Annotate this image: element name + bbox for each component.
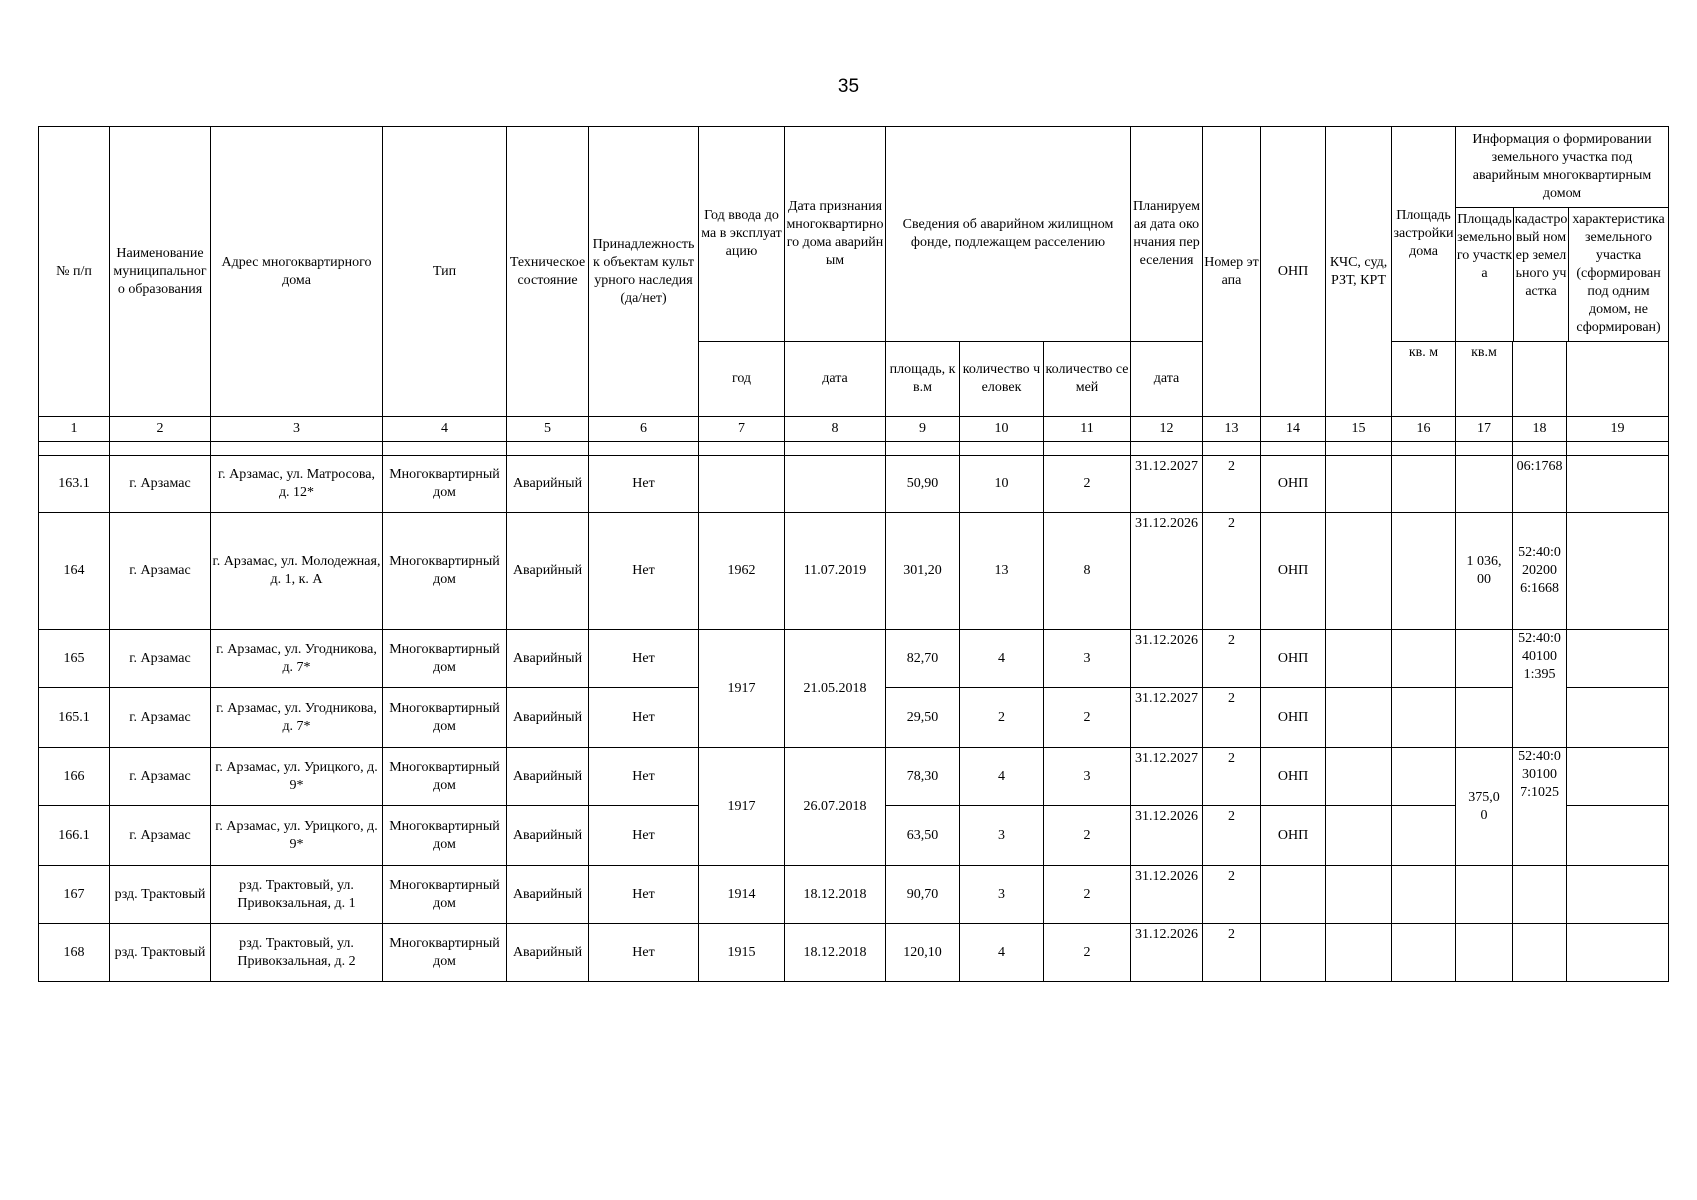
cell-area: 63,50 [886,806,960,866]
cell-kchs [1326,866,1392,924]
cell-no: 166.1 [39,806,110,866]
cell-area: 120,10 [886,924,960,982]
subheader-built-unit: кв. м [1392,342,1456,417]
cell-people: 10 [960,456,1044,513]
cell-families: 2 [1044,866,1131,924]
page-number: 35 [837,76,860,97]
cell-cadastral-merged: 52:40:0301007:1025 [1513,748,1567,866]
cell-kchs [1326,456,1392,513]
cell-land-area [1456,924,1513,982]
table-row [39,456,1669,513]
table-row [39,748,1669,806]
cell-state: Аварийный [507,806,589,866]
cell-no: 166 [39,748,110,806]
cell-state: Аварийный [507,630,589,688]
cell-kchs [1326,513,1392,630]
header-year-built: Год ввода дома в эксплуатацию [699,127,785,342]
column-number: 6 [589,417,699,442]
cell-kchs [1326,924,1392,982]
emergency-housing-table [38,126,1669,982]
cell-cadastral [1513,924,1567,982]
cell-year: 1915 [699,924,785,982]
cell-onp: ОНП [1261,806,1326,866]
cell-address: г. Арзамас, ул. Угодникова, д. 7* [211,688,383,748]
cell-no: 164 [39,513,110,630]
cell-type: Многоквартирный дом [383,748,507,806]
cell-address: г. Арзамас, ул. Угодникова, д. 7* [211,630,383,688]
cell-cadastral: 52:40:0202006:1668 [1513,513,1567,630]
column-number: 16 [1392,417,1456,442]
header-kchs: КЧС, суд, РЗТ, КРТ [1326,127,1392,417]
subheader-date: дата [785,342,886,417]
column-number: 18 [1513,417,1567,442]
subheader-people: количество человек [960,342,1044,417]
cell-planned: 31.12.2027 [1131,456,1203,513]
column-number: 9 [886,417,960,442]
table-row [39,866,1669,924]
cell-land-area [1456,688,1513,748]
cell-date-merged: 21.05.2018 [785,630,886,748]
cell-area: 301,20 [886,513,960,630]
column-number: 4 [383,417,507,442]
cell-land-char [1567,924,1669,982]
cell-families: 3 [1044,748,1131,806]
cell-address: рзд. Трактовый, ул. Привокзальная, д. 2 [211,924,383,982]
cell-onp [1261,866,1326,924]
cell-onp [1261,924,1326,982]
cell-built-area [1392,630,1456,688]
header-land-area: Площадь земельного участка [1456,208,1514,341]
cell-land-area [1456,630,1513,688]
cell-built-area [1392,513,1456,630]
subheader-cadastral-cont [1513,342,1567,417]
column-number: 1 [39,417,110,442]
cell-year: 1962 [699,513,785,630]
cell-people: 3 [960,806,1044,866]
subheader-planned-date: дата [1131,342,1203,417]
cell-onp: ОНП [1261,630,1326,688]
header-emergency-info: Сведения об аварийном жилищном фонде, подлежащем расселению [886,127,1131,342]
cell-type: Многоквартирный дом [383,924,507,982]
cell-planned: 31.12.2026 [1131,806,1203,866]
cell-municipality: г. Арзамас [110,513,211,630]
cell-heritage: Нет [589,924,699,982]
cell-address: рзд. Трактовый, ул. Привокзальная, д. 1 [211,866,383,924]
header-recognition-date: Дата признания многоквартирного дома аварийным [785,127,886,342]
header-land-char: характеристика земельного участка (сформирован под одним домом, не сформирован) [1572,212,1665,335]
cell-planned: 31.12.2026 [1131,924,1203,982]
cell-kchs [1326,630,1392,688]
cell-municipality: г. Арзамас [110,630,211,688]
cell-land-area [1456,456,1513,513]
cell-people: 4 [960,748,1044,806]
cell-heritage: Нет [589,630,699,688]
column-number: 12 [1131,417,1203,442]
cell-land-char [1567,688,1669,748]
cell-kchs [1326,748,1392,806]
cell-state: Аварийный [507,688,589,748]
table-row [39,513,1669,630]
cell-municipality: рзд. Трактовый [110,924,211,982]
column-number: 14 [1261,417,1326,442]
cell-no: 167 [39,866,110,924]
cell-municipality: г. Арзамас [110,688,211,748]
table-row [39,924,1669,982]
cell-type: Многоквартирный дом [383,806,507,866]
cell-cadastral-merged: 52:40:0401001:395 [1513,630,1567,748]
cell-municipality: г. Арзамас [110,456,211,513]
cell-land-char [1567,456,1669,513]
cell-type: Многоквартирный дом [383,688,507,748]
cell-people: 2 [960,688,1044,748]
cell-municipality: рзд. Трактовый [110,866,211,924]
header-heritage: Принадлежность к объектам культурного наследия (да/нет) [589,127,699,417]
cell-date: 11.07.2019 [785,513,886,630]
cell-year-merged: 1917 [699,630,785,748]
table-row [39,630,1669,688]
cell-stage: 2 [1203,866,1261,924]
cell-municipality: г. Арзамас [110,806,211,866]
subheader-land-unit: кв.м [1456,342,1513,417]
subheader-year: год [699,342,785,417]
cell-address: г. Арзамас, ул. Урицкого, д. 9* [211,806,383,866]
cell-type: Многоквартирный дом [383,866,507,924]
cell-planned: 31.12.2026 [1131,866,1203,924]
column-number: 10 [960,417,1044,442]
cell-land-area: 1 036,00 [1456,513,1513,630]
cell-heritage: Нет [589,866,699,924]
cell-families: 2 [1044,456,1131,513]
cell-families: 3 [1044,630,1131,688]
column-number: 7 [699,417,785,442]
cell-people: 4 [960,630,1044,688]
cell-land-char [1567,866,1669,924]
cell-address: г. Арзамас, ул. Урицкого, д. 9* [211,748,383,806]
header-no: № п/п [39,127,110,417]
cell-state: Аварийный [507,866,589,924]
cell-state: Аварийный [507,513,589,630]
cell-municipality: г. Арзамас [110,748,211,806]
cell-land-area-merged: 375,00 [1456,748,1513,866]
header-planned-date: Планируемая дата окончания переселения [1131,127,1203,342]
header-type: Тип [383,127,507,417]
cell-built-area [1392,806,1456,866]
header-built-area: Площадь застройки дома [1392,127,1456,342]
cell-people: 4 [960,924,1044,982]
header-onp: ОНП [1261,127,1326,417]
cell-cadastral [1513,866,1567,924]
cell-state: Аварийный [507,456,589,513]
cell-families: 8 [1044,513,1131,630]
column-number: 5 [507,417,589,442]
cell-built-area [1392,924,1456,982]
cell-people: 3 [960,866,1044,924]
cell-area: 29,50 [886,688,960,748]
cell-built-area [1392,456,1456,513]
cell-year [699,456,785,513]
cell-heritage: Нет [589,456,699,513]
cell-no: 168 [39,924,110,982]
column-number: 13 [1203,417,1261,442]
cell-land-char [1567,630,1669,688]
cell-onp: ОНП [1261,456,1326,513]
cell-type: Многоквартирный дом [383,456,507,513]
cell-heritage: Нет [589,513,699,630]
cell-area: 90,70 [886,866,960,924]
cell-state: Аварийный [507,924,589,982]
header-land-info [1456,127,1669,342]
cell-land-char [1567,513,1669,630]
cell-date-merged: 26.07.2018 [785,748,886,866]
cell-planned: 31.12.2027 [1131,748,1203,806]
cell-stage: 2 [1203,688,1261,748]
cell-stage: 2 [1203,748,1261,806]
header-tech-state: Техническое состояние [507,127,589,417]
cell-people: 13 [960,513,1044,630]
cell-heritage: Нет [589,806,699,866]
header-address: Адрес многоквартирного дома [211,127,383,417]
cell-area: 78,30 [886,748,960,806]
cell-kchs [1326,806,1392,866]
column-number: 3 [211,417,383,442]
cell-heritage: Нет [589,688,699,748]
cell-no: 163.1 [39,456,110,513]
cell-built-area [1392,866,1456,924]
cell-land-char [1567,748,1669,806]
cell-onp: ОНП [1261,748,1326,806]
header-stage: Номер этапа [1203,127,1261,417]
cell-year: 1914 [699,866,785,924]
cell-address: г. Арзамас, ул. Молодежная, д. 1, к. А [211,513,383,630]
cell-land-char [1567,806,1669,866]
cell-planned: 31.12.2026 [1131,630,1203,688]
header-land-info-title: Информация о формировании земельного участка под аварийным многоквартирным домом [1456,127,1668,208]
column-number: 11 [1044,417,1131,442]
cell-no: 165 [39,630,110,688]
cell-stage: 2 [1203,513,1261,630]
cell-area: 50,90 [886,456,960,513]
cell-onp: ОНП [1261,688,1326,748]
cell-heritage: Нет [589,748,699,806]
cell-type: Многоквартирный дом [383,630,507,688]
cell-onp: ОНП [1261,513,1326,630]
cell-planned: 31.12.2027 [1131,688,1203,748]
cell-stage: 2 [1203,924,1261,982]
cell-date: 18.12.2018 [785,924,886,982]
header-municipality: Наименование муниципального образования [110,127,211,417]
cell-stage: 2 [1203,806,1261,866]
cell-state: Аварийный [507,748,589,806]
cell-type: Многоквартирный дом [383,513,507,630]
cell-no: 165.1 [39,688,110,748]
cell-date [785,456,886,513]
header-cadastral: кадастровый номер земельного участка [1514,208,1569,341]
column-number: 2 [110,417,211,442]
cell-built-area [1392,688,1456,748]
column-number: 19 [1567,417,1669,442]
column-number: 8 [785,417,886,442]
cell-kchs [1326,688,1392,748]
cell-families: 2 [1044,924,1131,982]
cell-cadastral: 06:1768 [1513,456,1567,513]
cell-date: 18.12.2018 [785,866,886,924]
cell-planned: 31.12.2026 [1131,513,1203,630]
cell-built-area [1392,748,1456,806]
subheader-land-char-cont [1567,342,1669,417]
cell-stage: 2 [1203,630,1261,688]
subheader-families: количество семей [1044,342,1131,417]
cell-stage: 2 [1203,456,1261,513]
subheader-area: площадь, кв.м [886,342,960,417]
cell-year-merged: 1917 [699,748,785,866]
cell-land-area [1456,866,1513,924]
column-number: 15 [1326,417,1392,442]
cell-address: г. Арзамас, ул. Матросова, д. 12* [211,456,383,513]
cell-families: 2 [1044,688,1131,748]
cell-area: 82,70 [886,630,960,688]
column-number: 17 [1456,417,1513,442]
cell-families: 2 [1044,806,1131,866]
